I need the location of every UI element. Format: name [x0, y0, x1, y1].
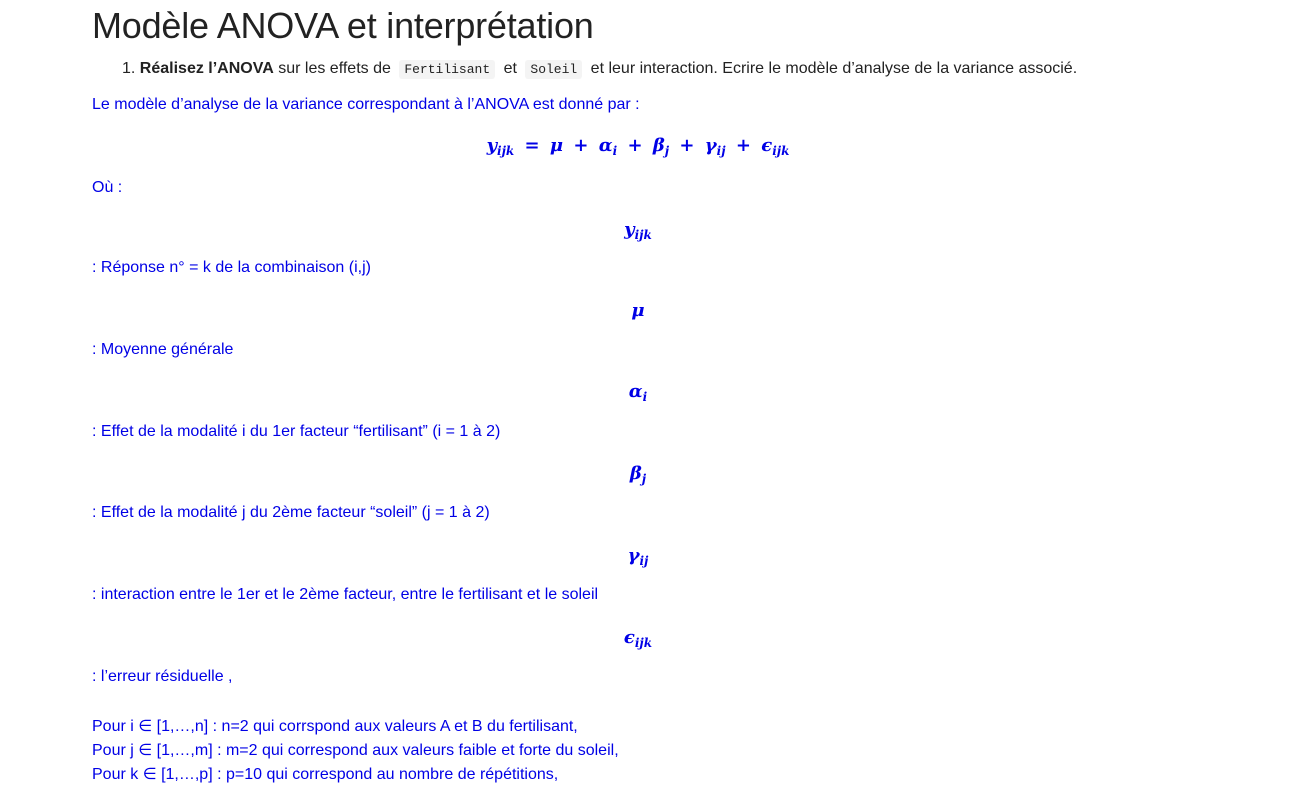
range-i: Pour i ∈ [1,…,n] : n=2 qui corrspond aux valeurs A et B du fertilisant, [92, 718, 578, 735]
term-desc-alpha: : Effet de la modalité i du 1er facteur “fertilisant” (i = 1 à 2) [92, 423, 501, 440]
term-symbol-mu: μ [631, 300, 645, 321]
term-desc-y: : Réponse n° = k de la combinaison (i,j) [92, 259, 371, 276]
term-symbol-y: $y_{ijk}$ [624, 219, 652, 242]
term-desc-gamma: : interaction entre le 1er et le 2ème facteur, entre le fertilisant et le soleil [92, 586, 599, 603]
intro-paragraph: Le modèle d’analyse de la variance correspondant à l’ANOVA est donné par : [92, 96, 640, 113]
question-text-3: et leur interaction. Ecrire le modèle d’analyse de la variance associé. [590, 60, 1078, 77]
range-j: Pour j ∈ [1,…,m] : m=2 qui correspond aux valeurs faible et forte du soleil, [92, 742, 619, 759]
question-text-2: et [503, 60, 517, 77]
term-desc-mu: : Moyenne générale [92, 341, 234, 358]
term-desc-epsilon: : l’erreur résiduelle , [92, 668, 233, 685]
where-label: Où : [92, 179, 123, 196]
range-k: Pour k ∈ [1,…,p] : p=10 qui correspond au nombre de répétitions, [92, 766, 559, 783]
term-symbol-alpha: $\alpha_i$ [628, 381, 648, 404]
term-desc-beta: : Effet de la modalité j du 2ème facteur “soleil” (j = 1 à 2) [92, 504, 490, 521]
page-title: Modèle ANOVA et interprétation [92, 5, 594, 46]
term-symbol-gamma: $\gamma_{ij}$ [627, 545, 649, 568]
code-soleil: Soleil [525, 60, 582, 79]
question-text-1: sur les effets de [278, 60, 391, 77]
term-symbol-epsilon: $\epsilon_{ijk}$ [623, 627, 653, 650]
question-number: 1. [122, 60, 136, 77]
anova-equation: $y_{ijk} = \mu + \alpha_i + \beta_j + \gamma_{ij} + \epsilon_{ijk}$ [486, 135, 790, 158]
code-fertilisant: Fertilisant [399, 60, 495, 79]
question-bold: Réalisez l’ANOVA [139, 60, 274, 77]
question-item [122, 60, 1077, 78]
term-symbol-beta: $\beta_j$ [629, 463, 647, 486]
